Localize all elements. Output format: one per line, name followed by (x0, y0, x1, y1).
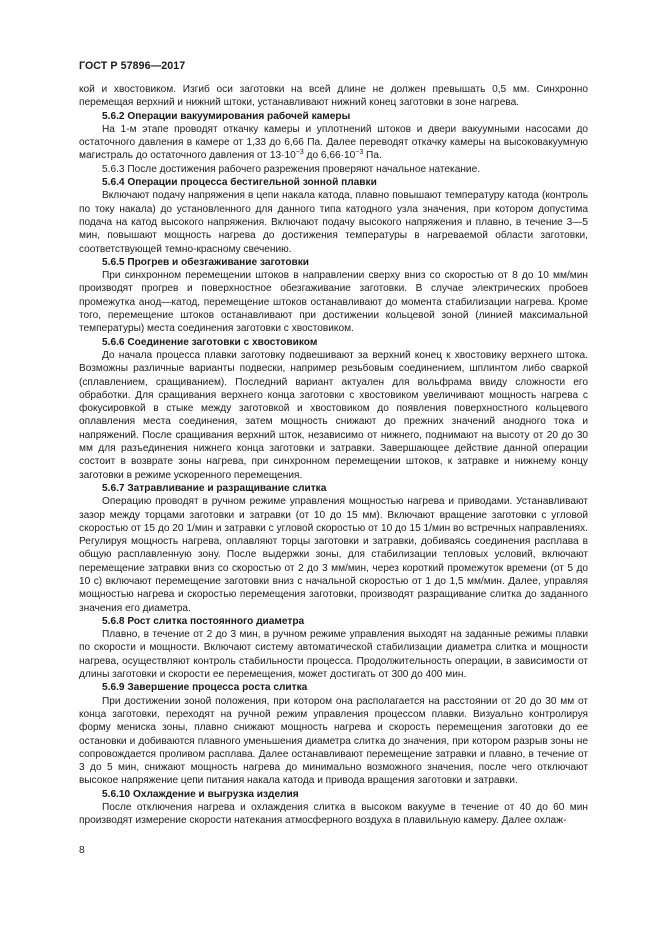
section-heading-5-6-7: 5.6.7 Затравливание и разращивание слитка (102, 482, 327, 494)
exponent: −3 (295, 149, 304, 157)
section-heading-5-6-8: 5.6.8 Рост слитка постоянного диаметра (102, 615, 305, 627)
paragraph-5-6-6: До начала процесса плавки заготовку подвешивают за верхний конец к хвостовику верхнего штока. Возможны различные варианты подвески, например резьбовым соединением, шплинтом либо сваркой (сплавлением, сращиванием). Последний вариант актуален для вольфрама ввиду сложности его обработки. Для сращивания верхнего конца заготовки с хвостовиком увеличивают мощность нагрева с фокусировкой в стыке между заготовкой и хвостовиком до появления поверхностного кольцевого оплавления места соединения, затем мощность снижают до прежних значений анодного тока и напряжений. После сращивания верхний шток, независимо от нижнего, поднимают на высоту от 20 до 30 мм для разъединения нижнего конца заготовки и затравки. Завершающее действие данной операции состоит в возврате зоны нагрева, при синхронном перемещении штоков, к затравке и нижнему концу заготовки в режиме ускоренного перемещения. (79, 349, 588, 481)
section-heading-5-6-6: 5.6.6 Соединение заготовки с хвостовиком (102, 336, 318, 348)
paragraph-5-6-7: Операцию проводят в ручном режиме управления мощностью нагрева и приводами. Устанавливают зазор между торцами заготовки и затравки (от 10 до 15 мм). Включают вращение заготовки с угловой скоростью от 15 до 20 1/мин и затравки с угловой скоростью от 10 до 15 1/мин во встречных направлениях. Регулируя мощность нагрева, оплавляют торцы заготовки и затравки, добиваясь соединения расплава в общую расплавленную зону. После выдержки зоны, для стабилизации тепловых условий, включают перемещение затравки вниз со скоростью от 2 до 3 мм/мин, через короткий промежуток времени (от 5 до 10 с) включают перемещение заготовки вниз с начальной скоростью от 1 до 1,5 мм/мин. Далее, управляя мощностью нагрева и скоростью перемещения заготовки, производят разращивание слитка до заданного значения его диаметра. (79, 496, 588, 614)
paragraph-5-6-3: 5.6.3 После достижения рабочего разрежения проверяют начальное натекание. (102, 163, 481, 175)
document-header: ГОСТ Р 57896—2017 (79, 60, 186, 72)
section-heading-5-6-5: 5.6.5 Прогрев и обезгаживание заготовки (102, 256, 310, 268)
paragraph-5-6-9: При достижении зоной положения, при котором она располагается на расстоянии от 20 до 30 мм от конца заготовки, переходят на ручной режим управления процессом плавки. Визуально контролируя форму мениска зоны, плавно снижают мощность нагрева и скорость перемещения заготовки до ее остановки и добиваются плавного уменьшения диаметра слитка до значения, при котором разрыв зоны не сопровождается проливом расплава. Далее останавливают перемещение затравки и плавно, в течение от 3 до 5 мин, снижают мощность нагрева до минимально возможного значения, после чего отключают высокое напряжение цепи питания накала катода и привода вращения заготовки и затравки. (79, 695, 588, 787)
paragraph-5-6-8: Плавно, в течение от 2 до 3 мин, в ручном режиме управления выходят на заданные режимы плавки по скорости и мощности. Включают систему автоматической стабилизации диаметра слитка и мощности нагрева, осуществляют контроль стабильности процесса. Продолжительность операции, в зависимости от длины заготовки и скорости ее перемещения, может достигать от 300 до 400 мин. (79, 629, 588, 681)
section-heading-5-6-9: 5.6.9 Завершение процесса роста слитка (102, 682, 308, 694)
paragraph-5-6-4: Включают подачу напряжения в цепи накала катода, плавно повышают температуру катода (контроль по току накала) до установленного для данного типа катодного узла значения, при котором допустима подача на катод высокого напряжения. Включают подачу высокого напряжения и плавно, в течение 3—5 мин, повышают мощность нагрева до достижения температуры в нагреваемой области заготовки, соответствующей темно-красному свечению. (79, 190, 588, 255)
section-heading-5-6-10: 5.6.10 Охлаждение и выгрузка изделия (102, 788, 299, 800)
section-heading-5-6-4: 5.6.4 Операции процесса бестигельной зонной плавки (102, 177, 377, 189)
section-heading-5-6-2: 5.6.2 Операции вакуумирования рабочей камеры (102, 110, 351, 122)
document-body (79, 83, 588, 828)
exponent: −3 (355, 149, 364, 157)
paragraph-5-6-10: После отключения нагрева и охлаждения слитка в высоком вакууме в течение от 40 до 60 мин производят измерение скорости натекания атмосферного воздуха в плавильную камеру. Далее охлаж- (79, 802, 588, 827)
page-number: 8 (79, 845, 85, 856)
paragraph-5-6-2: На 1-м этапе проводят откачку камеры и уплотнений штоков и двери вакуумными насосами до остаточного давления в камере от 1,33 до 6,66 Па. Далее переводят откачку камеры на высоковакуумную магистраль до остаточного давления от $13\cdot 10^{-3}$ до $6,66\cdot 10^{-3}$ Па. (79, 123, 588, 162)
paragraph-continuation: кой и хвостовиком. Изгиб оси заготовки на всей длине не должен превышать 0,5 мм. Синхронно перемещая верхний и нижний штоки, устанавливают нижний конец заготовки в зоне нагрева. (79, 84, 588, 109)
paragraph-5-6-5: При синхронном перемещении штоков в направлении сверху вниз со скоростью от 8 до 10 мм/мин производят прогрев и поверхностное обезгаживание заготовки. В случае электрических пробоев промежутка анод—катод, перемещение штоков останавливают до момента стабилизации нагрева. Кроме того, перемещение штоков останавливают при достижении кольцевой зоной (линией максимальной температуры) места соединения заготовки с хвостовиком. (79, 270, 588, 335)
